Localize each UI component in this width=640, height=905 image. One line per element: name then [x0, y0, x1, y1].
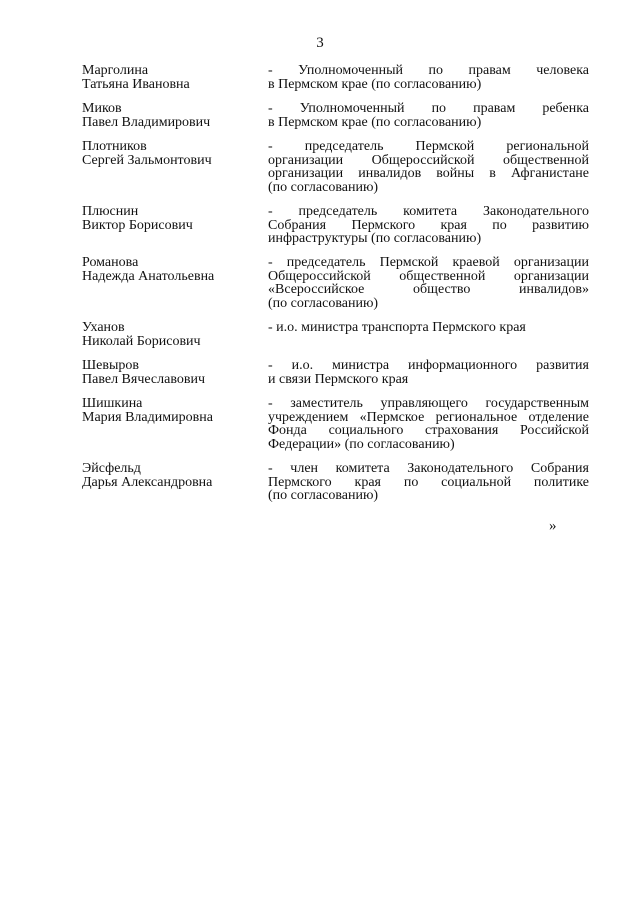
member-role	[268, 256, 589, 310]
role-line: - заместитель управляющего государственным	[268, 396, 589, 411]
page-number: 3	[316, 35, 324, 51]
role-line: - Уполномоченный по правам ребенка	[268, 101, 589, 116]
member-name	[82, 321, 262, 349]
member-given-names: Мария Владимировна	[82, 410, 213, 425]
role-line: Общероссийской общественной организации	[268, 268, 589, 284]
member-given-names: Павел Владимирович	[82, 115, 211, 130]
role-line: Пермского края по социальной политике	[268, 474, 589, 490]
member-surname: Шевыров	[82, 358, 139, 373]
role-line: Фонда социального страхования Российской	[268, 423, 589, 439]
role-line: Федерации» (по согласованию)	[268, 436, 455, 452]
member-name	[82, 140, 262, 168]
member-role	[268, 462, 589, 503]
role-line: Собрания Пермского края по развитию	[268, 217, 589, 233]
role-line: - председатель комитета Законодательного	[268, 204, 589, 219]
member-given-names: Сергей Зальмонтович	[82, 153, 212, 168]
member-name	[82, 256, 262, 284]
role-line: - член комитета Законодательного Собрания	[268, 461, 589, 476]
closing-quote-mark: »	[549, 518, 557, 534]
member-surname: Плюснин	[82, 204, 139, 219]
member-given-names: Виктор Борисович	[82, 218, 193, 233]
member-given-names: Татьяна Ивановна	[82, 77, 190, 92]
member-given-names: Николай Борисович	[82, 334, 201, 349]
member-given-names: Дарья Александровна	[82, 475, 213, 490]
member-surname: Плотников	[82, 139, 147, 154]
member-role	[268, 140, 589, 194]
role-line: учреждением «Пермское региональное отделение	[268, 409, 589, 425]
role-line: (по согласованию)	[268, 179, 379, 195]
role-line: - председатель Пермской региональной	[268, 139, 589, 154]
member-surname: Миков	[82, 101, 122, 116]
member-role	[268, 397, 589, 451]
role-line: - Уполномоченный по правам человека	[268, 63, 589, 78]
member-surname: Уханов	[82, 320, 125, 335]
role-line: «Всероссийское общество инвалидов»	[268, 282, 589, 298]
member-name	[82, 359, 262, 387]
member-name	[82, 102, 262, 130]
member-role	[268, 102, 589, 129]
member-name	[82, 205, 262, 233]
member-name	[82, 397, 262, 425]
member-role	[268, 321, 589, 335]
role-line: (по согласованию)	[268, 295, 379, 311]
role-line: и связи Пермского края	[268, 371, 409, 387]
role-line: инфраструктуры (по согласованию)	[268, 231, 482, 247]
member-surname: Марголина	[82, 63, 149, 78]
role-line: организации Общероссийской общественной	[268, 152, 589, 168]
member-surname: Эйсфельд	[82, 461, 141, 476]
member-role	[268, 359, 589, 386]
role-line: в Пермском крае (по согласованию)	[268, 114, 482, 130]
member-name	[82, 64, 262, 92]
member-given-names: Павел Вячеславович	[82, 372, 206, 387]
role-line: (по согласованию)	[268, 488, 379, 504]
member-role	[268, 205, 589, 246]
member-name	[82, 462, 262, 490]
member-surname: Романова	[82, 255, 139, 270]
role-line: в Пермском крае (по согласованию)	[268, 76, 482, 92]
role-line: - и.о. министра информационного развития	[268, 358, 589, 373]
member-given-names: Надежда Анатольевна	[82, 269, 215, 284]
member-surname: Шишкина	[82, 396, 143, 411]
member-role	[268, 64, 589, 91]
role-line: - председатель Пермской краевой организации	[268, 255, 589, 270]
role-line: организации инвалидов войны в Афганистане	[268, 166, 589, 182]
role-line: - и.о. министра транспорта Пермского края	[268, 320, 526, 335]
